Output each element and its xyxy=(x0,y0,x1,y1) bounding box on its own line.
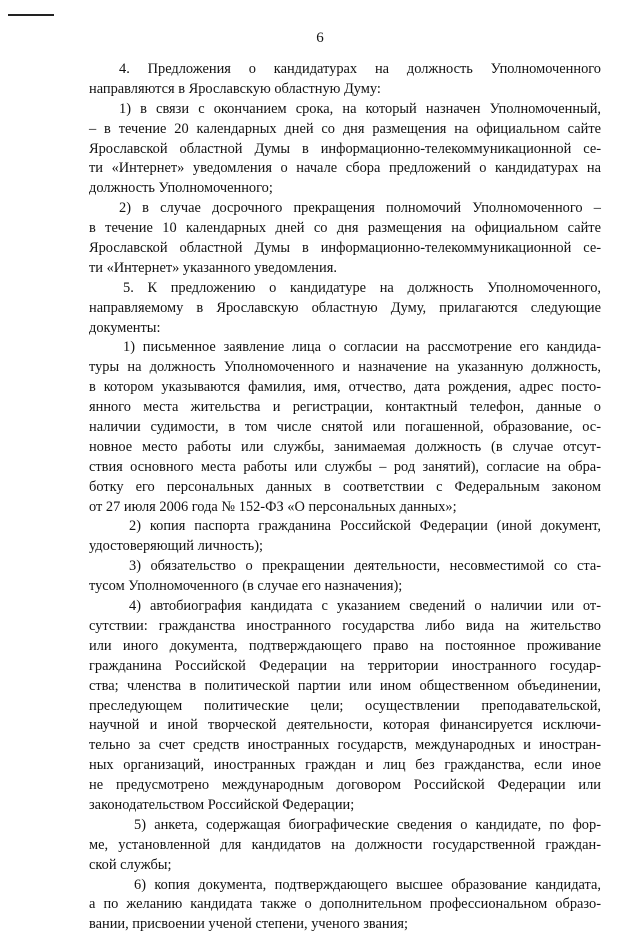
text-line: тусом Уполномоченного (в случае его назначения); xyxy=(89,578,403,595)
text-line: документы: xyxy=(89,319,161,336)
text-line: ствия основного места работы или службы – род занятий), согласие на обра- xyxy=(89,458,601,475)
text-line: от 27 июля 2006 года № 152-ФЗ «О персональных данных»; xyxy=(89,498,457,515)
text-line: ства; членства в политической партии или ином общественном объединении, xyxy=(89,677,601,694)
text-line: не предусмотрено международным договором Российской Федерации или xyxy=(89,777,601,794)
text-line: вании, присвоении ученой степени, ученого звания; xyxy=(89,916,408,933)
text-line: направляемому в Ярославскую областную Думу, прилагаются следующие xyxy=(89,299,601,316)
text-line: гражданина Российской Федерации на территории иностранного государ- xyxy=(89,657,601,674)
text-line: 2) копия паспорта гражданина Российской Федерации (иной документ, xyxy=(129,518,601,535)
text-line: новное место работы или службы, занимаемая должность (в случае отсут- xyxy=(89,438,601,455)
page-number: 6 xyxy=(316,30,324,46)
text-line: в течение 10 календарных дней со дня размещения на официальном сайте xyxy=(89,220,601,237)
text-line: 5. К предложению о кандидатуре на должность Уполномоченного, xyxy=(123,279,601,296)
text-line: преследующем политические цели; осуществлении преподавательской, xyxy=(89,697,601,714)
text-line: 1) в связи с окончанием срока, на который назначен Уполномоченный, xyxy=(119,100,601,117)
text-line: сутствии: гражданства иностранного государства либо вида на жительство xyxy=(89,617,601,634)
text-line: или иного документа, подтверждающего право на постоянное проживание xyxy=(89,637,601,654)
text-line: должность Уполномоченного; xyxy=(89,180,273,197)
corner-rule xyxy=(8,14,54,16)
text-line: 5) анкета, содержащая биографические сведения о кандидате, по фор- xyxy=(134,816,601,833)
text-line: законодательством Российской Федерации; xyxy=(89,796,355,813)
text-line: ных организаций, иностранных граждан и лиц без гражданства, если иное xyxy=(89,757,601,774)
document-body xyxy=(89,60,601,935)
text-line: 2) в случае досрочного прекращения полномочий Уполномоченного – xyxy=(119,200,601,217)
text-line: ти «Интернет» уведомления о начале сбора предложений о кандидатурах на xyxy=(89,160,601,177)
text-line: наличии судимости, в том числе снятой или погашенной, образование, ос- xyxy=(89,419,601,436)
text-line: тельно за счет средств иностранных государств, международных и иностран- xyxy=(89,737,601,754)
text-line: 1) письменное заявление лица о согласии на рассмотрение его кандида- xyxy=(123,339,601,356)
text-line: туры на должность Уполномоченного и назначение на указанную должность, xyxy=(89,359,601,376)
text-line: 4. Предложения о кандидатурах на должность Уполномоченного xyxy=(119,61,601,77)
text-line: научной и иной творческой деятельности, которая финансируется исключи- xyxy=(89,717,601,734)
text-line: 3) обязательство о прекращении деятельности, несовместимой со ста- xyxy=(129,558,601,575)
text-line: ти «Интернет» указанного уведомления. xyxy=(89,259,337,276)
text-line: в котором указываются фамилия, имя, отчество, дата рождения, адрес посто- xyxy=(89,379,601,396)
text-line: ботку его персональных данных в соответствии с Федеральным законом xyxy=(89,478,601,495)
text-line: – в течение 20 календарных дней со дня размещения на официальном сайте xyxy=(89,120,601,137)
text-line: 4) автобиография кандидата с указанием сведений о наличии или от- xyxy=(129,598,601,615)
text-line: направляются в Ярославскую областную Думу: xyxy=(89,80,381,97)
text-line: Ярославской областной Думы в информационно-телекоммуникационной се- xyxy=(89,140,601,157)
text-line: Ярославской областной Думы в информационно-телекоммуникационной се- xyxy=(89,240,601,257)
text-line: янного места жительства и регистрации, контактный телефон, данные о xyxy=(89,399,601,416)
text-line: ме, установленной для кандидатов на должности государственной граждан- xyxy=(89,836,601,853)
text-line: удостоверяющий личность); xyxy=(89,538,263,555)
text-line: 6) копия документа, подтверждающего высшее образование кандидата, xyxy=(134,876,601,893)
text-line: ской службы; xyxy=(89,856,172,873)
text-line: а по желанию кандидата также о дополнительном профессиональном образо- xyxy=(89,896,601,913)
